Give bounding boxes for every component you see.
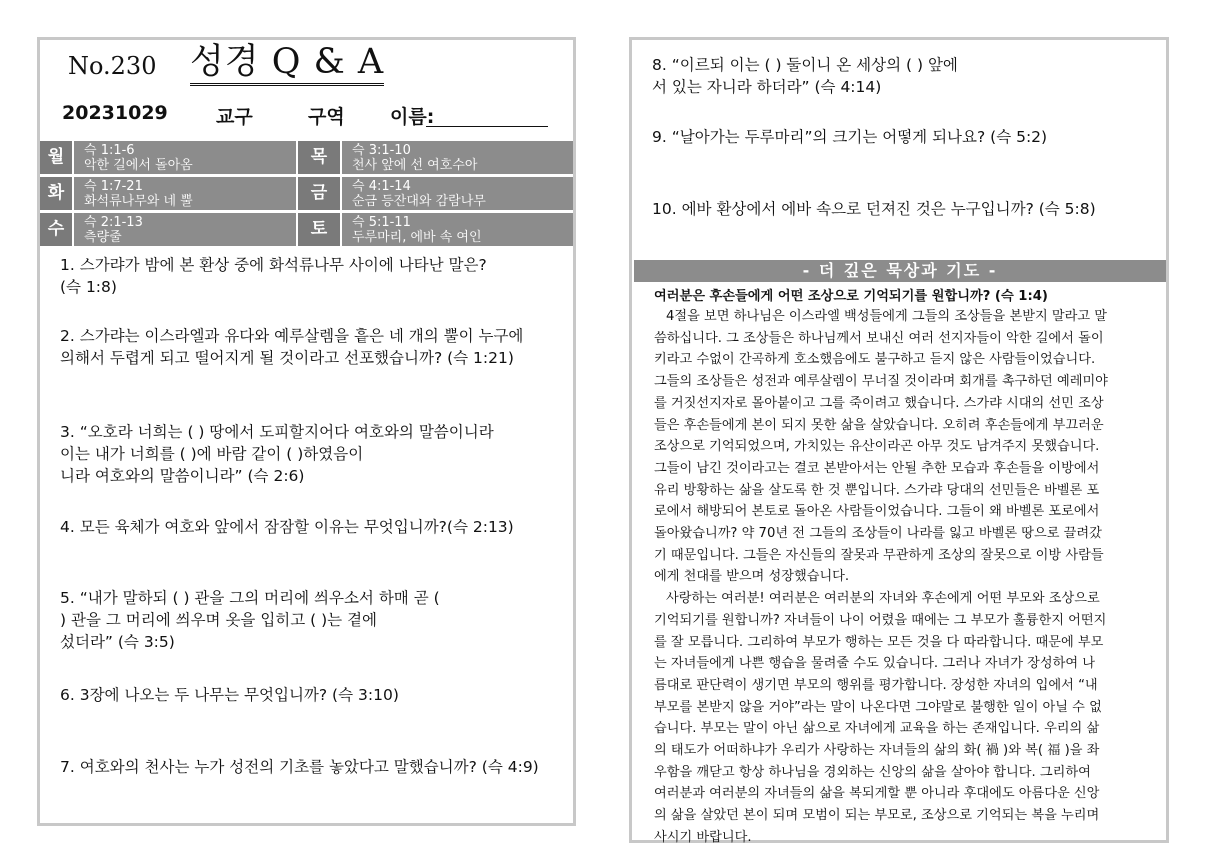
meditation-line: 의 태도가 어떠하냐가 우리가 사랑하는 자녀들의 삶의 화( 禍 )와 복( 福 )을 좌 <box>654 743 1100 759</box>
meditation-line: 키라고 수없이 간곡하게 호소했음에도 불구하고 듣지 않은 사람들이었습니다. <box>654 352 1096 368</box>
meditation-header: - 더 깊은 묵상과 기도 - <box>634 260 1166 282</box>
meditation-line: 여러분과 여러분의 자녀들의 삶을 복되게할 뿐 아니라 후대에도 아름다운 신앙 <box>654 786 1100 802</box>
meditation-line: 사시기 바랍니다. <box>654 829 752 845</box>
schedule-topic: 두루마리, 에바 속 여인 <box>352 230 482 245</box>
guyeok-label: 구역 <box>308 106 345 128</box>
schedule-row <box>40 213 573 248</box>
meditation-line: 의 삶을 살았던 본이 되며 모범이 되는 부모로, 조상으로 기억되는 복을 누리며 <box>654 808 1100 824</box>
meditation-line: 조상으로 기억되었으며, 가치있는 유산이라곤 아무 것도 남겨주지 못했습니다. <box>654 439 1100 455</box>
question-5: 5. “내가 말하되 ( ) 관을 그의 머리에 씌우소서 하매 곧 ( ) 관을 그 머리에 씌우며 옷을 입히고 ( )는 곁에 섰더라” (슥 3:5) <box>60 589 440 651</box>
day-label: 화 <box>40 177 72 210</box>
meditation-line: 그들이 남긴 것이라고는 결코 본받아서는 안될 추한 모습과 후손들을 이방에서 <box>654 460 1100 476</box>
meditation-title: 여러분은 후손들에게 어떤 조상으로 기억되기를 원합니까? (슥 1:4) <box>654 289 1048 304</box>
schedule-ref: 슥 5:1-11 <box>352 215 411 230</box>
meditation-line: 우함을 깨닫고 항상 하나님을 경외하는 신앙의 삶을 살아야 합니다. 그리하여 <box>654 764 1091 780</box>
schedule-ref: 슥 4:1-14 <box>352 179 411 194</box>
day-label: 목 <box>298 141 340 174</box>
meditation-line: 씀하십니다. 그 조상들은 하나님께서 보내신 여러 선지자들이 악한 길에서 돌이 <box>654 330 1104 346</box>
question-4: 4. 모든 육체가 여호와 앞에서 잠잠할 이유는 무엇입니까?(슥 2:13) <box>60 518 514 536</box>
schedule-row <box>40 177 573 212</box>
question-2: 2. 스가랴는 이스라엘과 유다와 예루살렘을 흩은 네 개의 뿔이 누구에 의해서 두렵게 되고 떨어지게 될 것이라고 선포했습니까? (슥 1:21) <box>60 327 524 367</box>
question-9: 9. “날아가는 두루마리”의 크기는 어떻게 되나요? (슥 5:2) <box>652 128 1048 146</box>
schedule-topic: 순금 등잔대와 감람나무 <box>352 194 486 209</box>
schedule-topic: 천사 앞에 선 여호수아 <box>352 158 478 173</box>
question-1: 1. 스가랴가 밤에 본 환상 중에 화석류나무 사이에 나타난 말은? (슥 1:8) <box>60 256 487 296</box>
question-3: 3. “오호라 너희는 ( ) 땅에서 도피할지어다 여호와의 말씀이니라 이는 내가 너희를 ( )에 바람 같이 ( )하였음이 니라 여호와의 말씀이니라” (슥 2:6) <box>60 423 494 485</box>
schedule-cell <box>74 141 296 174</box>
meditation-line: 는 자녀들에게 나쁜 행습을 물려줄 수도 있습니다. 그러나 자녀가 장성하여 나 <box>654 656 1096 672</box>
meditation-line: 들은 후손들에게 본이 되지 못한 삶을 살았습니다. 오히려 후손들에게 부끄러운 <box>654 417 1104 433</box>
question-10: 10. 에바 환상에서 에바 속으로 던져진 것은 누구입니까? (슥 5:8) <box>652 200 1096 218</box>
schedule-topic: 측량줄 <box>84 230 122 245</box>
meditation-line: 로에서 해방되어 본토로 돌아온 사람들이었습니다. 그들이 왜 바벨론 포로에서 <box>654 504 1100 520</box>
meditation-line: 기억되기를 원합니까? 자녀들이 나이 어렸을 때에는 그 부모가 훌륭한지 어떤지 <box>654 612 1107 628</box>
day-label: 월 <box>40 141 72 174</box>
meditation-line: 유리 방황하는 삶을 살도록 한 것 뿐입니다. 스가랴 당대의 선민들은 바벨론 포 <box>654 482 1100 498</box>
name-label: 이름: <box>390 106 435 128</box>
question-6: 6. 3장에 나오는 두 나무는 무엇입니까? (슥 3:10) <box>60 686 399 704</box>
schedule-cell <box>342 141 573 174</box>
meditation-line: 를 잘 모릅니다. 그리하여 부모가 행하는 모든 것을 다 따라합니다. 때문에 부모 <box>654 634 1104 650</box>
page-title: 성경 Q & A <box>190 42 384 86</box>
schedule-ref: 슥 1:7-21 <box>84 179 143 194</box>
day-label: 금 <box>298 177 340 210</box>
meditation-line: 를 거짓선지자로 몰아붙이고 그를 죽이려고 했습니다. 스가랴 시대의 선민 조상 <box>654 395 1104 411</box>
schedule-row <box>40 141 573 176</box>
meditation-line: 돌아왔습니까? 약 70년 전 그들의 조상들이 나라를 잃고 바벨론 땅으로 끌려갔 <box>654 526 1102 542</box>
name-blank-line <box>426 126 548 127</box>
left-panel <box>37 37 576 826</box>
meditation-line: 사랑하는 여러분! 여러분은 여러분의 자녀와 후손에게 어떤 부모와 조상으로 <box>666 591 1100 607</box>
question-8: 8. “이르되 이는 ( ) 둘이니 온 세상의 ( ) 앞에 서 있는 자니라 하더라” (슥 4:14) <box>652 56 958 96</box>
meditation-line: 그들의 조상들은 성전과 예루살렘이 무너질 것이라며 회개를 촉구하던 예레미야 <box>654 374 1108 390</box>
question-7: 7. 여호와의 천사는 누가 성전의 기초를 놓았다고 말했습니까? (슥 4:9) <box>60 758 539 776</box>
date: 20231029 <box>62 102 168 124</box>
schedule-ref: 슥 2:1-13 <box>84 215 143 230</box>
meditation-line: 기 때문입니다. 그들은 자신들의 잘못과 무관하게 조상의 잘못으로 이방 사람들 <box>654 547 1104 563</box>
schedule-cell <box>342 213 573 246</box>
meditation-line: 습니다. 부모는 말이 아닌 삶으로 자녀에게 교육을 하는 존재입니다. 우리의 삶 <box>654 721 1100 737</box>
schedule-cell <box>342 177 573 210</box>
meditation-line: 에게 천대를 받으며 성장했습니다. <box>654 569 850 585</box>
meditation-line: 부모를 본받지 않을 거야”라는 말이 나온다면 그야말로 불행한 일이 아닐 수 없 <box>654 699 1102 715</box>
day-label: 토 <box>298 213 340 246</box>
gyogu-label: 교구 <box>216 106 253 128</box>
schedule-topic: 악한 길에서 돌아옴 <box>84 158 193 173</box>
schedule-cell <box>74 213 296 246</box>
meditation-line: 름대로 판단력이 생기면 부모의 행위를 평가합니다. 장성한 자녀의 입에서 “내 <box>654 677 1098 693</box>
schedule-cell <box>74 177 296 210</box>
schedule-topic: 화석류나무와 네 뿔 <box>84 194 193 209</box>
meditation-line: 4절을 보면 하나님은 이스라엘 백성들에게 그들의 조상들을 본받지 말라고 말 <box>666 309 1108 324</box>
meditation-body <box>654 306 1146 849</box>
day-label: 수 <box>40 213 72 246</box>
issue-number: No.230 <box>68 52 157 80</box>
schedule-ref: 슥 3:1-10 <box>352 143 411 158</box>
right-panel <box>629 37 1169 843</box>
schedule-ref: 슥 1:1-6 <box>84 143 135 158</box>
